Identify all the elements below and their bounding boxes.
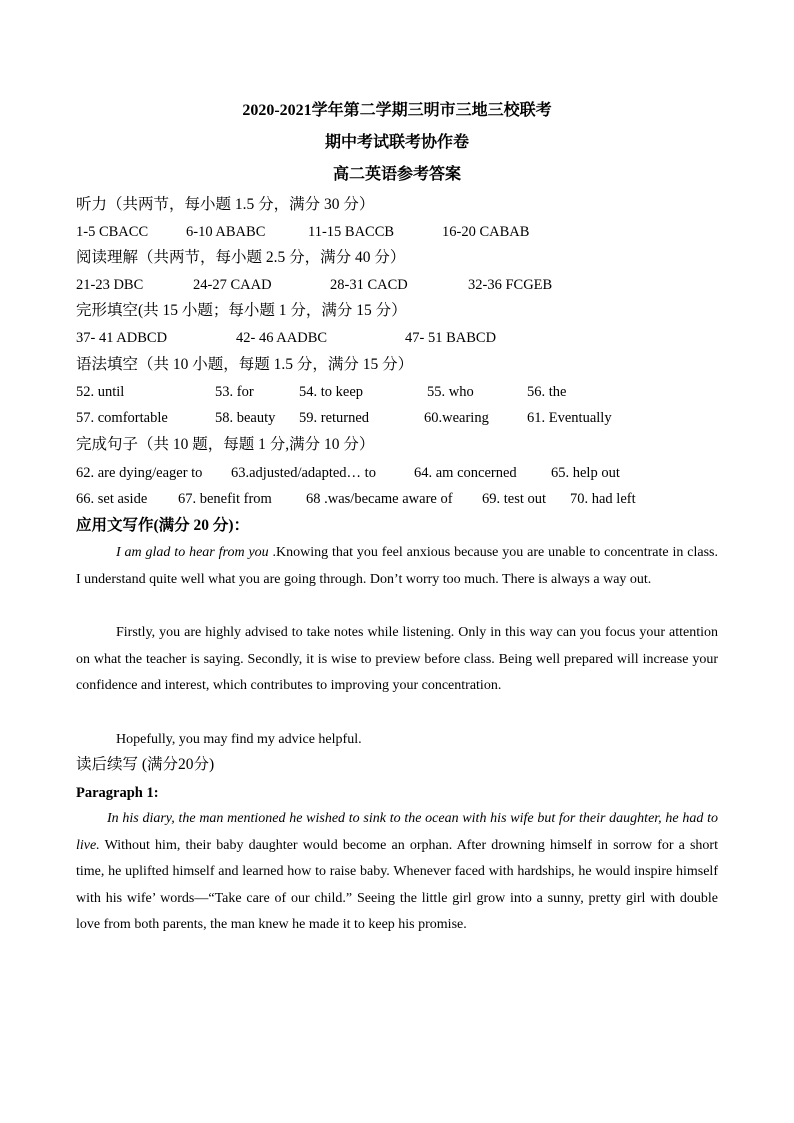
continuation-heading: 读后续写 (满分20分) — [76, 756, 215, 773]
answer-group: 6-10 ABABC — [186, 224, 266, 240]
answer-item: 52. until — [76, 384, 125, 400]
answer-item: 54. to keep — [299, 384, 364, 400]
answer-item: 70. had left — [570, 491, 636, 507]
cloze-answers — [76, 328, 726, 348]
writing-paragraph-1 — [76, 540, 718, 593]
title-line-1: 2020-2021学年第二学期三明市三地三校联考 — [242, 102, 552, 119]
reading-answers — [76, 275, 726, 295]
answer-item: 58. beauty — [215, 410, 276, 426]
title-line-2: 期中考试联考协作卷 — [324, 134, 469, 151]
writing-paragraph-2: Firstly, you are highly advised to take notes while listening. Only in this way can you focus your attention on what the teacher is saying. Secondly, it is wise to preview before class. Being well prepared will increase your confidence and interest, which contributes to improving your concentration. — [76, 625, 718, 694]
answer-item: 53. for — [215, 384, 254, 400]
answer-group: 24-27 CAAD — [193, 277, 272, 293]
writing-paragraph-1-text: .Knowing that you feel anxious because you are unable to concentrate in class. I understand quite well what you are going through. Don’t worry too much. There is always a way out. — [76, 545, 718, 587]
answer-item: 66. set aside — [76, 491, 148, 507]
answer-group: 37- 41 ADBCD — [76, 330, 168, 346]
writing-heading: 应用文写作(满分 20 分)： — [76, 517, 250, 534]
listening-answers — [76, 222, 726, 242]
answer-item: 56. the — [527, 384, 567, 400]
cloze-heading: 完形填空(共 15 小题；每小题 1 分，满分 15 分） — [76, 302, 407, 319]
answer-group: 42- 46 AADBC — [236, 330, 328, 346]
answer-item: 65. help out — [551, 465, 620, 481]
answer-group: 16-20 CABAB — [442, 224, 530, 240]
sentences-heading: 完成句子（共 10 题，每题 1 分,满分 10 分） — [76, 436, 375, 453]
answer-item: 61. Eventually — [527, 410, 612, 426]
listening-heading: 听力（共两节，每小题 1.5 分，满分 30 分） — [76, 196, 375, 213]
grammar-heading: 语法填空（共 10 小题，每题 1.5 分，满分 15 分） — [76, 356, 414, 373]
answer-item: 62. are dying/eager to — [76, 465, 203, 481]
answer-group: 11-15 BACCB — [308, 224, 395, 240]
sentences-answers-row-1 — [76, 463, 726, 483]
grammar-answers-row-1 — [76, 382, 726, 402]
answer-item: 57. comfortable — [76, 410, 168, 426]
writing-paragraph-3: Hopefully, you may find my advice helpful. — [116, 732, 362, 747]
continuation-opening: In his diary, the man mentioned he wished to sink to the ocean with his wife but for their daughter, he had to live. — [76, 811, 718, 853]
answer-item: 63.adjusted/adapted… to — [231, 465, 376, 481]
answer-item: 60.wearing — [424, 410, 489, 426]
continuation-paragraph — [76, 806, 718, 939]
title-line-3: 高二英语参考答案 — [332, 166, 461, 183]
grammar-answers-row-2 — [76, 408, 726, 428]
paragraph-label: Paragraph 1: — [76, 785, 159, 801]
answer-group: 1-5 CBACC — [76, 224, 149, 240]
answer-group: 32-36 FCGEB — [468, 277, 553, 293]
answer-item: 69. test out — [482, 491, 547, 507]
sentences-answers-row-2 — [76, 489, 726, 509]
answer-item: 55. who — [427, 384, 474, 400]
answer-item: 64. am concerned — [414, 465, 517, 481]
reading-heading: 阅读理解（共两节，每小题 2.5 分，满分 40 分） — [76, 249, 406, 266]
answer-group: 47- 51 BABCD — [405, 330, 497, 346]
answer-group: 28-31 CACD — [330, 277, 408, 293]
continuation-text: Without him, their baby daughter would become an orphan. After drowning himself in sorrow for a short time, he uplifted himself and learned how to raise baby. Whenever faced with hardships, he would inspire himself with his wife’ words—“Take care of our child.” Seeing the little girl grow into a sunny, pretty girl with double love from both parents, the man knew he made it to keep his promise. — [76, 837, 718, 933]
writing-opening: I am glad to hear from you — [116, 545, 269, 560]
answer-item: 59. returned — [299, 410, 370, 426]
answer-item: 68 .was/became aware of — [306, 491, 453, 507]
answer-item: 67. benefit from — [178, 491, 272, 507]
answer-group: 21-23 DBC — [76, 277, 144, 293]
